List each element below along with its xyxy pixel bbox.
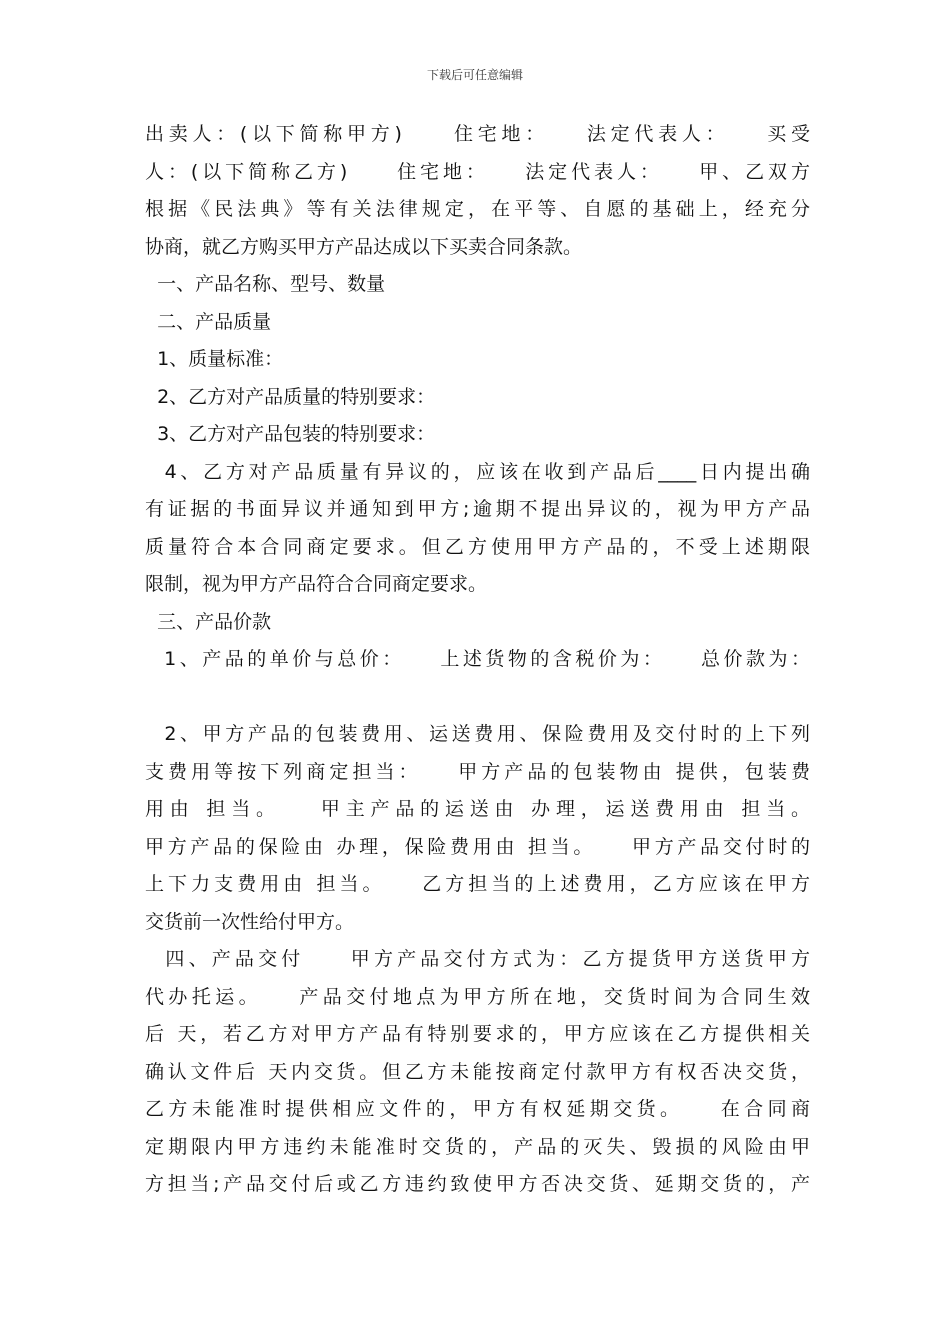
text-line: 上下力支费用由 担当。 乙方担当的上述费用，乙方应该在甲方 <box>145 873 810 895</box>
text-line: 乙方未能准时提供相应文件的，甲方有权延期交货。 在合同商 <box>145 1098 810 1120</box>
text-line: 交货前一次性给付甲方。 <box>145 910 355 933</box>
text-line: 2、乙方对产品质量的特别要求： <box>145 385 436 408</box>
text-line: 人：(以下简称乙方) 住宅地： 法定代表人： 甲、乙双方 <box>145 160 810 183</box>
text-line: 1、产品的单价与总价： 上述货物的含税价为： 总价款为： <box>145 648 810 670</box>
text-line: 后 天，若乙方对甲方产品有特别要求的，甲方应该在乙方提供相关 <box>145 1023 810 1045</box>
document-body <box>145 116 810 1204</box>
text-line: 定期限内甲方违约未能准时交货的，产品的灭失、毁损的风险由甲 <box>145 1135 810 1158</box>
text-line: 方担当;产品交付后或乙方违约致使甲方否决交货、延期交货的，产 <box>145 1173 810 1195</box>
blank-line <box>145 679 810 717</box>
text-line: 代办托运。 产品交付地点为甲方所在地，交货时间为合同生效 <box>145 985 810 1008</box>
text-line: 根据《民法典》等有关法律规定，在平等、自愿的基础上，经充分 <box>145 198 810 220</box>
text-line: 1、质量标准： <box>145 348 284 370</box>
text-line: 支费用等按下列商定担当： 甲方产品的包装物由 提供，包装费 <box>145 760 810 783</box>
text-line: 2、甲方产品的包装费用、运送费用、保险费用及交付时的上下列 <box>145 723 810 745</box>
text-line: 协商，就乙方购买甲方产品达成以下买卖合同条款。 <box>145 235 583 258</box>
text-line: 出卖人：(以下简称甲方) 住宅地： 法定代表人： 买受 <box>145 123 810 145</box>
section-heading: 一、产品名称、型号、数量 <box>145 273 386 295</box>
section-heading: 四、产品交付 甲方产品交付方式为：乙方提货甲方送货甲方 <box>145 948 810 970</box>
section-heading: 二、产品质量 <box>145 310 272 333</box>
text-line: 有证据的书面异议并通知到甲方;逾期不提出异议的，视为甲方产品 <box>145 498 810 520</box>
text-line: 质量符合本合同商定要求。但乙方使用甲方产品的，不受上述期限 <box>145 535 810 558</box>
text-line: 4、乙方对产品质量有异议的，应该在收到产品后____日内提出确 <box>145 460 810 483</box>
text-line: 用由 担当。 甲主产品的运送由 办理，运送费用由 担当。 <box>145 798 810 820</box>
text-line: 限制，视为甲方产品符合合同商定要求。 <box>145 573 488 595</box>
page-header: 下载后可任意编辑 <box>426 68 523 82</box>
section-heading: 三、产品价款 <box>145 610 272 633</box>
text-line: 甲方产品的保险由 办理，保险费用由 担当。 甲方产品交付时的 <box>145 835 810 858</box>
text-line: 3、乙方对产品包装的特别要求： <box>145 423 436 445</box>
text-line: 确认文件后 天内交货。但乙方未能按商定付款甲方有权否决交货， <box>145 1060 810 1083</box>
